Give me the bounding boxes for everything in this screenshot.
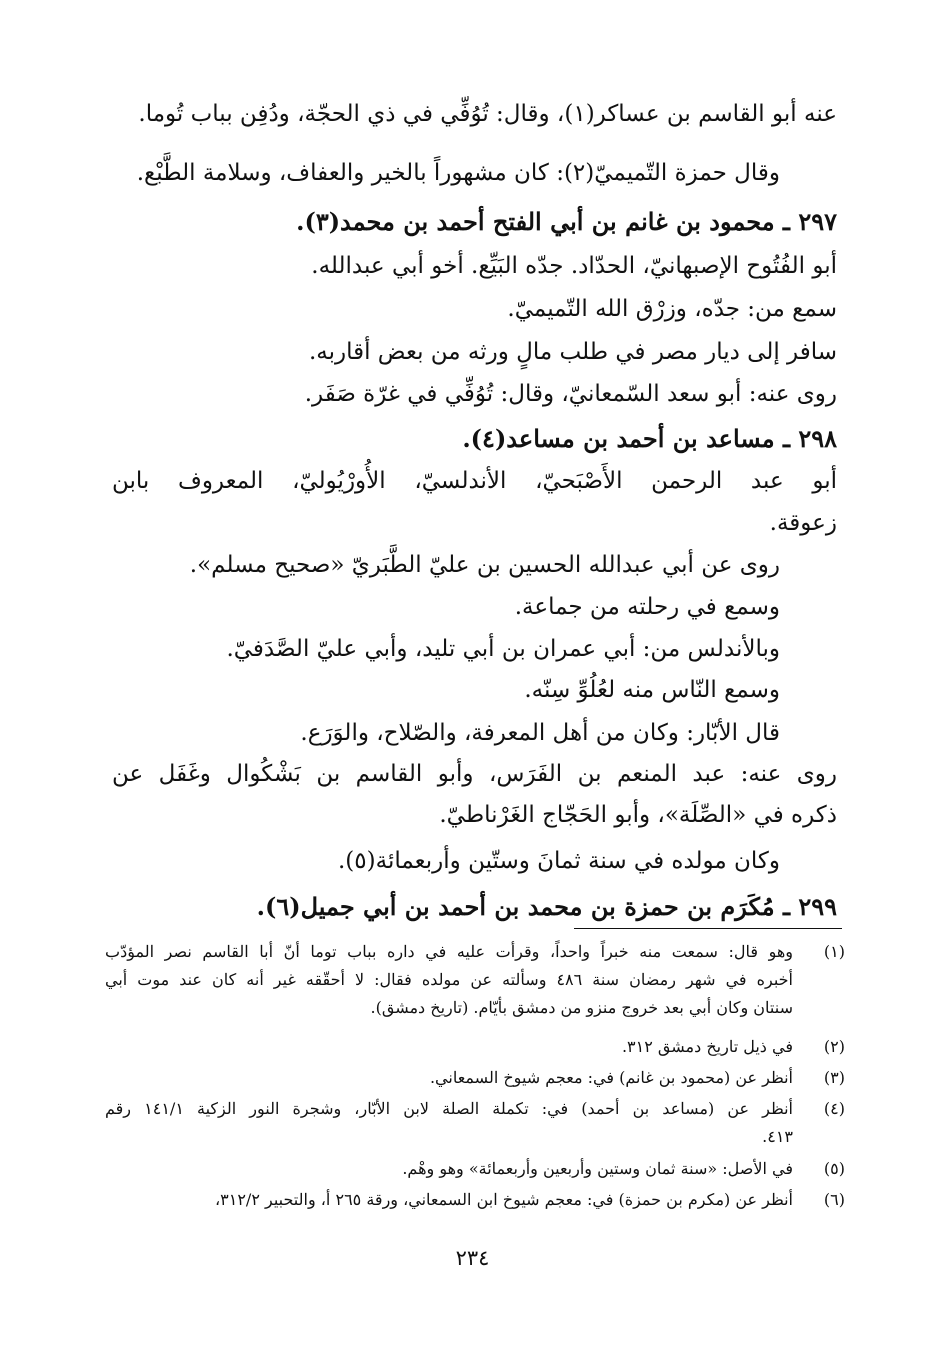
footnote-number: (٥): [823, 1159, 845, 1178]
footnote-5: [105, 1155, 845, 1183]
body-line: وسمع في رحلته من جماعة.: [514, 594, 780, 620]
body-line: سافر إلى ديار مصر في طلب مالٍ ورثه من بعض أقاربه.: [308, 339, 837, 365]
body-line: روى عنه: عبد المنعم بن الفَرَس، وأبو القاسم بن بَشْكُوال وغَفَل عن: [112, 761, 837, 787]
footnote-separator: [574, 928, 842, 929]
footnote-number: (١): [823, 942, 845, 961]
body-line: وكان مولده في سنة ثمانَ وستّين وأربعمائة(٥).: [338, 848, 780, 874]
body-line: وقال حمزة التّميميّ(٢): كان مشهوراً بالخير والعفاف، وسلامة الطَّبْع.: [136, 160, 780, 186]
body-line: روى عن أبي عبدالله الحسين بن عليّ الطَّبَريّ «صحيح مسلم».: [189, 552, 780, 578]
entry-heading-298: ٢٩٨ ـ مساعد بن أحمد بن مساعد(٤).: [462, 424, 837, 453]
body-line: زعوقة.: [769, 510, 837, 536]
body-line: ذكره في «الصِّلَة»، وأبو الحَجّاج الغَرْناطيّ.: [439, 802, 837, 828]
footnote-text: أنظر عن (مكرم بن حمزة) في: معجم شيوخ ابن السمعاني، ورقة ٢٦٥ أ، والتحبير ٣١٢/٢،: [214, 1190, 793, 1209]
footnote-text: أخبره في شهر رمضان سنة ٤٨٦ وسألته عن مولده فقال: لا أحقّقه غير أنه كان عند موت أبي: [105, 970, 793, 989]
footnote-text: ٤١٣.: [762, 1127, 793, 1146]
footnote-number: (٦): [823, 1190, 845, 1209]
footnote-text: في الأصل: «سنة ثمان وستين وأربعين وأربعمائة» وهو وهْم.: [402, 1159, 793, 1178]
footnote-number: (٢): [823, 1037, 845, 1056]
body-line: قال الأبّار: وكان من أهل المعرفة، والصّلاح، والوَرَع.: [300, 720, 780, 746]
body-line: أبو الفُتُوح الإصبهانيّ، الحدّاد. جدّه البَيِّع. أخو أبي عبدالله.: [311, 253, 837, 279]
footnote-1: [105, 938, 845, 1022]
body-line: عنه أبو القاسم بن عساكر(١)، وقال: تُوُفِّي في ذي الحجّة، ودُفِن بباب تُوما.: [138, 101, 837, 127]
footnote-text: أنظر عن (مساعد بن أحمد) في: تكملة الصلة لابن الأبّار، وشجرة النور الزكية ١٤١/١ رقم: [105, 1099, 794, 1118]
entry-heading-299: ٢٩٩ ـ مُكَرَم بن حمزة بن محمد بن أحمد بن أبي جميل(٦).: [256, 892, 837, 921]
footnote-number: (٤): [823, 1099, 845, 1118]
body-line: سمع من: جدّه، وزرْق الله التّميميّ.: [507, 296, 837, 322]
footnote-text: في ذيل تاريخ دمشق ٣١٢.: [621, 1037, 793, 1056]
footnote-6: [105, 1186, 845, 1214]
footnote-text: سنتان وكان أبي بعد خروج منزو من دمشق بأيّام. (تاريخ دمشق).: [370, 998, 793, 1017]
entry-heading-297: ٢٩٧ ـ محمود بن غانم بن أبي الفتح أحمد بن محمد(٣).: [296, 207, 837, 236]
body-line: وسمع النّاس منه لعُلُوِّ سِنّه.: [524, 677, 780, 703]
footnote-4: [105, 1095, 845, 1151]
body-line: وبالأندلس من: أبي عمران بن أبي تليد، وأبي عليّ الصَّدَفيّ.: [226, 636, 780, 662]
footnote-number: (٣): [823, 1068, 845, 1087]
footnote-2: [105, 1033, 845, 1061]
footnote-text: وهو قال: سمعت منه خبراً واحداً، وقرأت عليه في داره بباب توما أنّ أبا القاسم نصر المؤدّب: [105, 942, 793, 961]
page-number: ٢٣٤: [455, 1246, 490, 1270]
body-line: روى عنه: أبو سعد السّمعانيّ، وقال: تُوُفِّي في غرّة صَفَر.: [304, 381, 837, 407]
footnote-text: أنظر عن (محمود بن غانم) في: معجم شيوخ السمعاني.: [429, 1068, 793, 1087]
footnote-3: [105, 1064, 845, 1092]
body-line: أبو عبد الرحمن الأَصْبَحيّ، الأندلسيّ، الأُورْيُوليّ، المعروف بابن: [112, 468, 837, 494]
